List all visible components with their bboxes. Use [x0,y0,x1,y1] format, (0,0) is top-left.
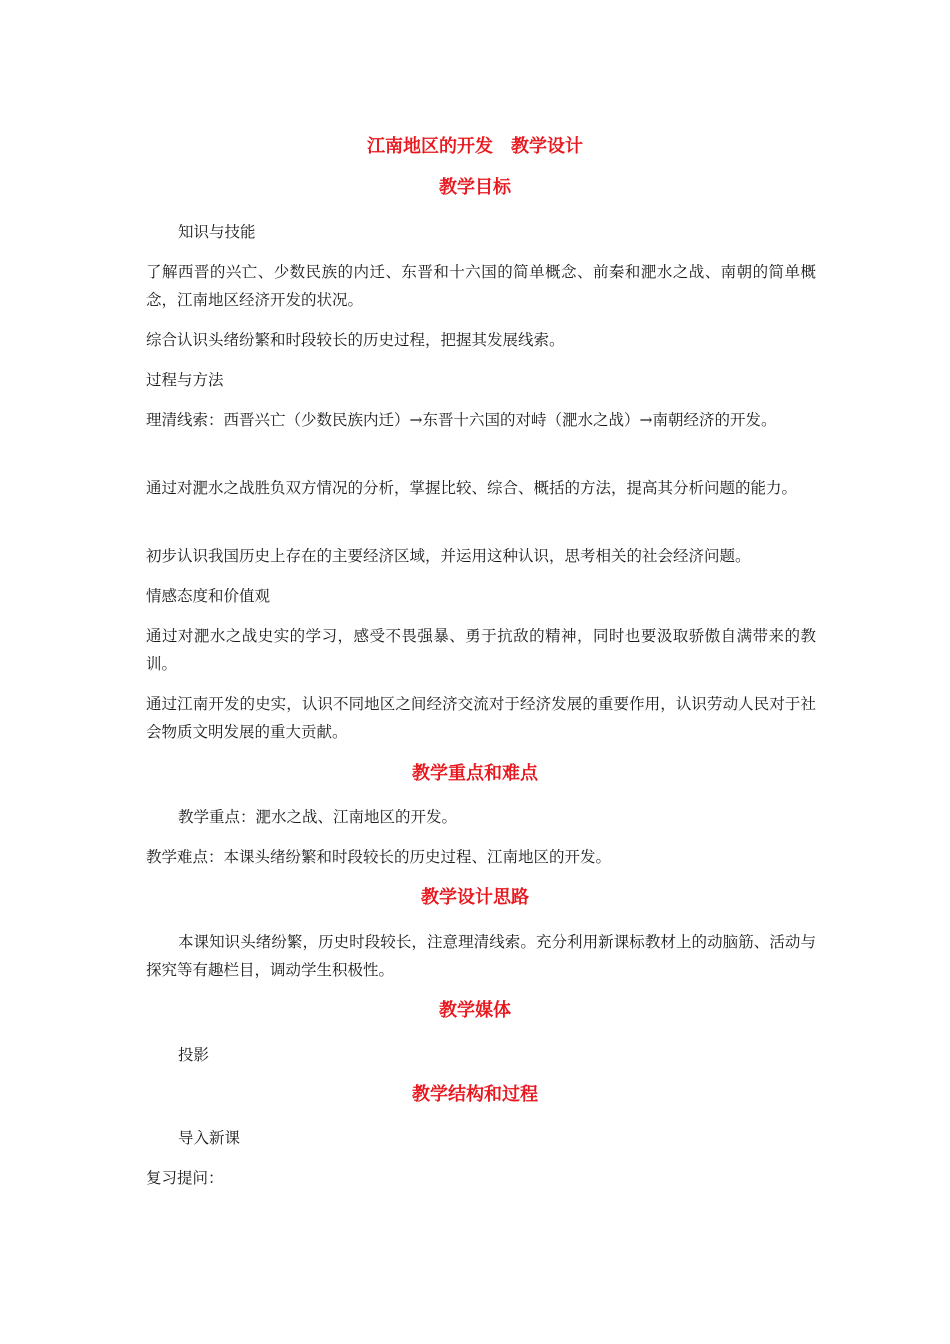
heading-key-points: 教学重点和难点 [412,763,538,784]
paragraph: 复习提问： [146,1169,224,1187]
paragraph: 综合认识头绪纷繁和时段较长的历史过程，把握其发展线索。 [146,331,565,349]
paragraph: 了解西晋的兴亡、少数民族的内迁、东晋和十六国的简单概念、前秦和淝水之战、南朝的简单概念，江南地区经济开发的状况。 [146,263,816,309]
paragraph: 理清线索：西晋兴亡（少数民族内迁）→东晋十六国的对峙（淝水之战）→南朝经济的开发。 [146,411,777,429]
paragraph: 通过对淝水之战史实的学习，感受不畏强暴、勇于抗敌的精神，同时也要汲取骄傲自满带来的教训。 [146,627,816,673]
document-title: 江南地区的开发 教学设计 [367,136,583,157]
paragraph: 初步认识我国历史上存在的主要经济区域，并运用这种认识，思考相关的社会经济问题。 [146,547,751,565]
paragraph: 投影 [178,1046,210,1064]
heading-design-idea: 教学设计思路 [421,887,529,908]
paragraph: 通过对淝水之战胜负双方情况的分析，掌握比较、综合、概括的方法，提高其分析问题的能力。 [146,479,798,497]
heading-objectives: 教学目标 [439,177,511,198]
subheading-process: 过程与方法 [146,371,224,389]
heading-media: 教学媒体 [439,1000,511,1021]
subheading-knowledge: 知识与技能 [178,223,256,241]
paragraph: 导入新课 [178,1129,241,1147]
paragraph: 本课知识头绪纷繁，历史时段较长，注意理清线索。充分利用新课标教材上的动脑筋、活动与探究等有趣栏目，调动学生积极性。 [146,933,816,979]
heading-structure: 教学结构和过程 [412,1084,538,1105]
subheading-attitude: 情感态度和价值观 [146,587,271,605]
paragraph: 通过江南开发的史实，认识不同地区之间经济交流对于经济发展的重要作用，认识劳动人民对于社会物质文明发展的重大贡献。 [146,695,816,741]
paragraph: 教学难点：本课头绪纷繁和时段较长的历史过程、江南地区的开发。 [146,848,612,866]
paragraph: 教学重点：淝水之战、江南地区的开发。 [178,808,458,826]
